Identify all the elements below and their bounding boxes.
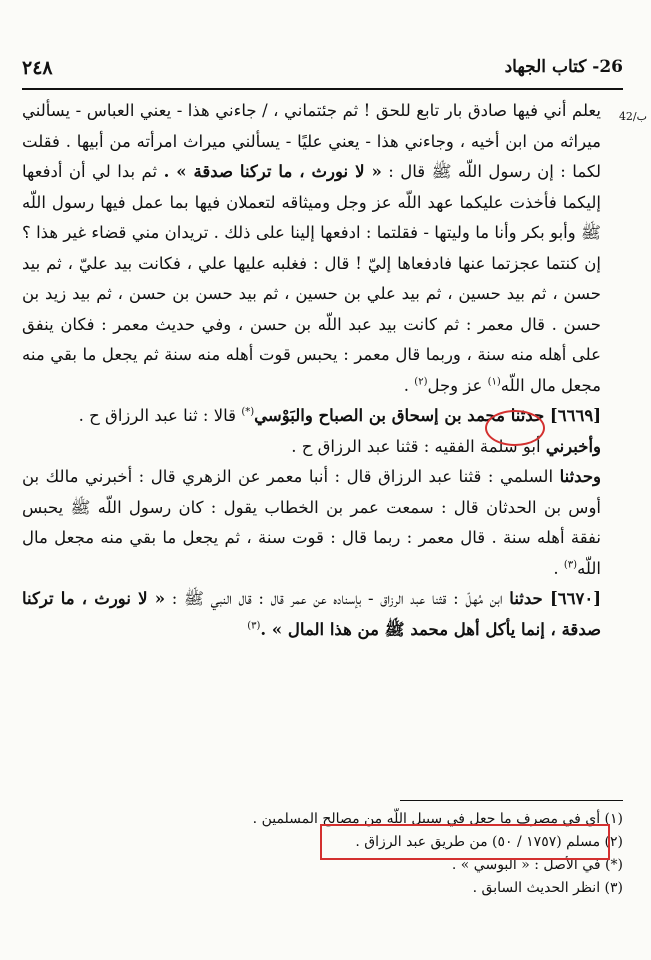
paragraph-haddathana: وحدثنا السلمي : قثنا عبد الرزاق قال : أنبا معمر عن الزهري قال : أخبرني مالك بن أوس بن الحدثان قال : سمعت عمر بن الخطاب يقول : كان رسول اللّه ﷺ يحبس نفقة أهله سنة . قال معمر : ربما قال : قوت سنة ، ثم يجعل ما بقي منه مجعل مال اللّه$^{(٣)}$ .	[22, 467, 601, 578]
footnote-ref-star: (*)	[241, 406, 255, 418]
page-header	[22, 55, 623, 85]
red-rectangle-annotation	[320, 824, 610, 860]
manuscript-folio-ref: 42/ب	[618, 110, 647, 123]
hadith-6670: [٦٦٧٠] حدثنا ابن مُهلّ : قثنا عبد الرزاق - بإسناده عن عمر قال : قال النبي ﷺ : « لا نورث ، ما تركنا صدقة ، إنما يأكل أهل محمد ﷺ من هذا المال » .$^{(٣)}$	[22, 589, 601, 639]
footnote-star: (*) في الأصل : « البوسي » .	[451, 857, 623, 873]
footnote-ref-2: (٢)	[414, 376, 428, 387]
footnote-ref-1: (١)	[487, 376, 501, 387]
hadith-6669-heading: [٦٦٦٩] حدثنا محمد بن إسحاق بن الصباح والبَوْسي	[254, 406, 601, 425]
footnote-3: (٣) انظر الحديث السابق .	[472, 880, 623, 896]
hadith-quote: « لا نورث ، ما تركنا صدقة » .	[163, 162, 382, 181]
page-number: ٢٤٨	[22, 57, 53, 79]
hadith-6670-heading: [٦٦٧٠] حدثنا	[509, 589, 601, 608]
paragraph-omar-narration: يعلم أني فيها صادق بار تابع للحق ! ثم جئتماني ، / جاءني هذا - يعني العباس - يسألني ميراثه من ابن أخيه ، وجاءني هذا - يعني عليًا - يسألني ميراث امرأته من أبيها . فقلت لكما : إن رسول اللّه ﷺ قال : « لا نورث ، ما تركنا صدقة » . ثم بدا لي أن أدفعها إليكما فأخذت عليكما عهد اللّه عز وجل وميثاقه لتعملان فيها بما عمل فيها رسول اللّه ﷺ وأبو بكر وأنا ما وليتها - فقلتما : ادفعها إلينا على ذلك . تريدان مني قضاء غير هذا ؟ إن كنتما عجزتما عنها فادفعاها إليّ ! قال : فغلبه عليها علي ، فكانت بيد عليّ ، ثم بيد حسن ، ثم بيد حسين ، ثم بيد علي بن حسين ، ثم بيد حسن بن حسن ، ثم بيد زيد بن حسن . قال معمر : ثم كانت بيد عبد اللّه بن حسن ، وفي حديث معمر : فكان ينفق على أهله منه سنة ، وربما قال معمر : يحبس قوت أهله منه سنة ثم يجعل ما بقي منه مجعل مال اللّه$^{(١)}$ عز وجل$^{(٢)}$ .	[22, 101, 601, 395]
header-rule	[22, 88, 623, 90]
footnote-ref-3b: (٣)	[247, 620, 261, 631]
footnote-ref-3: (٣)	[563, 559, 578, 570]
paragraph-akhbarani: وأخبرني أبو سلمة الفقيه : قثنا عبد الرزاق ح .	[291, 436, 601, 456]
hadith-quote-2: « لا نورث ، ما تركنا صدقة ، إنما يأكل أهل محمد ﷺ من هذا المال » .	[22, 589, 601, 639]
red-circle-annotation	[485, 410, 545, 446]
chapter-title: 26- كتاب الجهاد	[504, 57, 623, 77]
footnote-rule	[400, 800, 623, 801]
footnote-2: (٢) مسلم (١٧٥٧ / ٥٠) من طريق عبد الرزاق .	[355, 834, 623, 850]
hadith-6669: [٦٦٦٩] حدثنا محمد بن إسحاق بن الصباح والبَوْسي(*) قالا : ثنا عبد الرزاق ح .	[78, 406, 601, 425]
footnote-1: (١) أي في مصرف ما جعل في سبيل اللّه من مصالح المسلمين .	[252, 811, 623, 827]
